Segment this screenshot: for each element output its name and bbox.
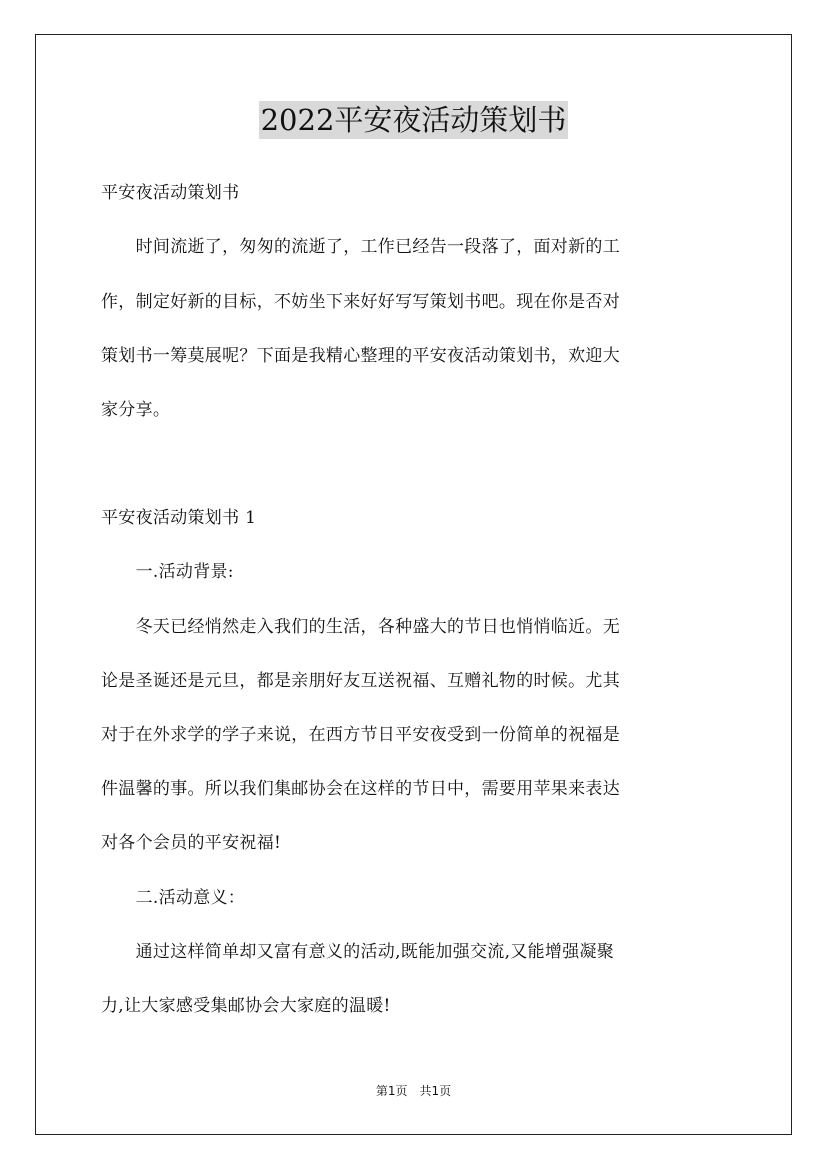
section-heading: 平安夜活动策划书 1 [101,508,257,528]
text-line: 论是圣诞还是元旦，都是亲朋好友互送祝福、互赠礼物的时候。尤其 [101,671,620,691]
text-line: 力,让大家感受集邮协会大家庭的温暖! [101,996,391,1016]
text-line: 家分享。 [101,400,171,420]
text-line: 二.活动意义： [101,888,246,908]
page-footer: 第1页 共1页 [375,1084,452,1098]
text-line: 策划书一筹莫展呢？下面是我精心整理的平安夜活动策划书，欢迎大 [101,346,620,366]
text-line: 对各个会员的平安祝福! [101,833,282,853]
text-line: 对于在外求学的学子来说，在西方节日平安夜受到一份简单的祝福是 [101,725,620,745]
text-line: 时间流逝了，匆匆的流逝了，工作已经告一段落了，面对新的工 [101,237,620,257]
text-line: 冬天已经悄然走入我们的生活，各种盛大的节日也悄悄临近。无 [101,617,620,637]
document-title: 2022平安夜活动策划书 [260,103,567,137]
text-line: 作，制定好新的目标，不妨坐下来好好写写策划书吧。现在你是否对 [101,292,620,312]
text-line: 件温馨的事。所以我们集邮协会在这样的节日中，需要用苹果来表达 [101,779,620,799]
title-container [0,101,827,139]
text-line: 通过这样简单却又富有意义的活动,既能加强交流,又能增强凝聚 [101,942,615,962]
text-line: 平安夜活动策划书 [101,183,240,203]
text-line: 一.活动背景: [101,562,234,582]
